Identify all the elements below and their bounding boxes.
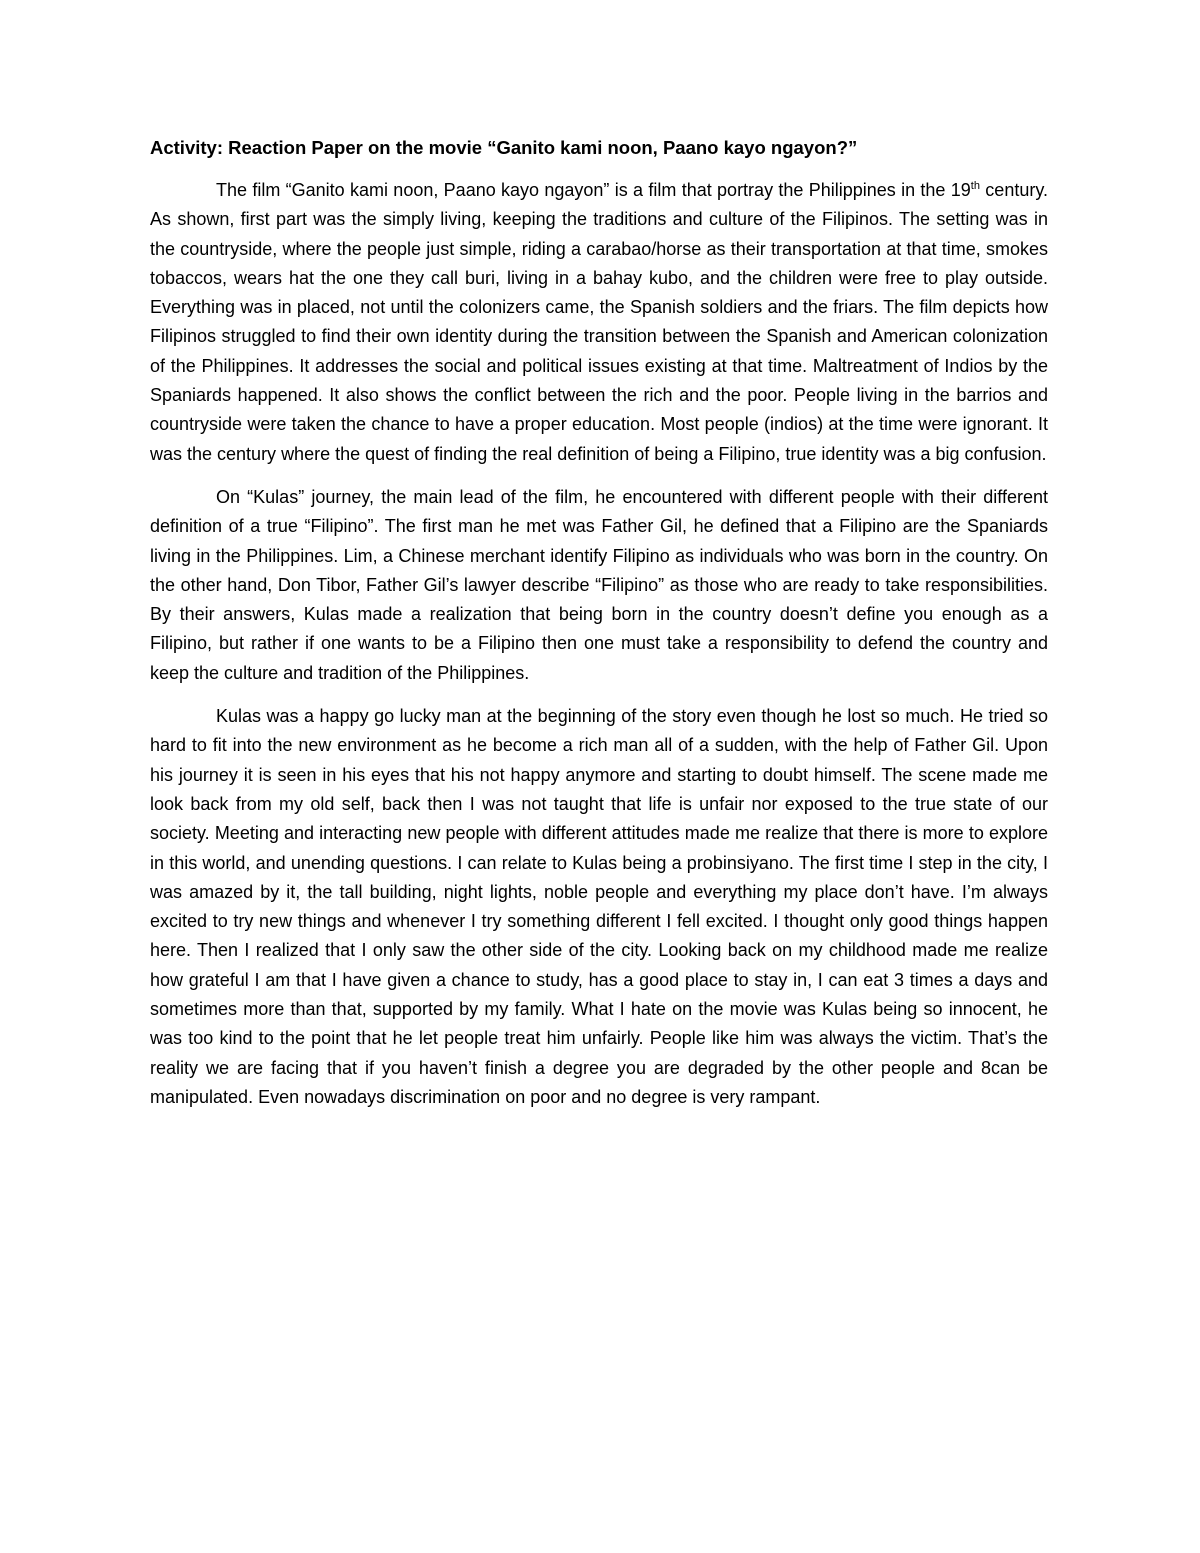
paragraph-2: On “Kulas” journey, the main lead of the film, he encountered with different people with their different definition of a true “Filipino”. The first man he met was Father Gil, he defined that a Filipino are the Spaniards living in the Philippines. Lim, a Chinese merchant identify Filipino as individuals who was born in the country. On the other hand, Don Tibor, Father Gil’s lawyer describe “Filipino” as those who are ready to take responsibilities. By their answers, Kulas made a realization that being born in the country doesn’t define you enough as a Filipino, but rather if one wants to be a Filipino then one must take a responsibility to defend the country and keep the culture and tradition of the Philippines. [150, 486, 1048, 683]
document-page [150, 133, 1048, 1126]
paragraph-1-text-start: The film “Ganito kami noon, Paano kayo ngayon” is a film that portray the Philippines in the 19 [216, 180, 971, 200]
paragraph-3: Kulas was a happy go lucky man at the beginning of the story even though he lost so much. He tried so hard to fit into the new environment as he become a rich man all of a sudden, with the help of Father Gil. Upon his journey it is seen in his eyes that his not happy anymore and starting to doubt himself. The scene made me look back from my old self, back then I was not taught that life is unfair nor exposed to the true state of our society. Meeting and interacting new people with different attitudes made me realize that there is more to explore in this world, and unending questions. I can relate to Kulas being a probinsiyano. The first time I step in the city, I was amazed by it, the tall building, night lights, noble people and everything my place don’t have. I’m always excited to try new things and whenever I try something different I fell excited. I thought only good things happen here. Then I realized that I only saw the other side of the city. Looking back on my childhood made me realize how grateful I am that I have given a chance to study, has a good place to stay in, I can eat 3 times a days and sometimes more than that, supported by my family. What I hate on the movie was Kulas being so innocent, he was too kind to the point that he let people treat him unfairly. People like him was always the victim. That’s the reality we are facing that if you haven’t finish a degree you are degraded by the other people and 8can be manipulated. Even nowadays discrimination on poor and no degree is very rampant. [150, 706, 1048, 1107]
century-superscript: th [970, 180, 980, 192]
paragraph-1-text-rest: century. As shown, first part was the simply living, keeping the traditions and culture of the Filipinos. The setting was in the countryside, where the people just simple, riding a carabao/horse as their transportation at that time, smokes tobaccos, wears hat the one they call buri, living in a bahay kubo, and the children were free to play outside. Everything was in placed, not until the colonizers came, the Spanish soldiers and the friars. The film depicts how Filipinos struggled to find their own identity during the transition between the Spanish and American colonization of the Philippines. It addresses the social and political issues existing at that time. Maltreatment of Indios by the Spaniards happened. It also shows the conflict between the rich and the poor. People living in the barrios and countryside were taken the chance to have a proper education. Most people (indios) at the time were ignorant. It was the century where the quest of finding the real definition of being a Filipino, true identity was a big confusion. [150, 180, 1048, 464]
document-title: Activity: Reaction Paper on the movie “Ganito kami noon, Paano kayo ngayon?” [150, 137, 858, 158]
paragraph-1 [150, 176, 1048, 469]
